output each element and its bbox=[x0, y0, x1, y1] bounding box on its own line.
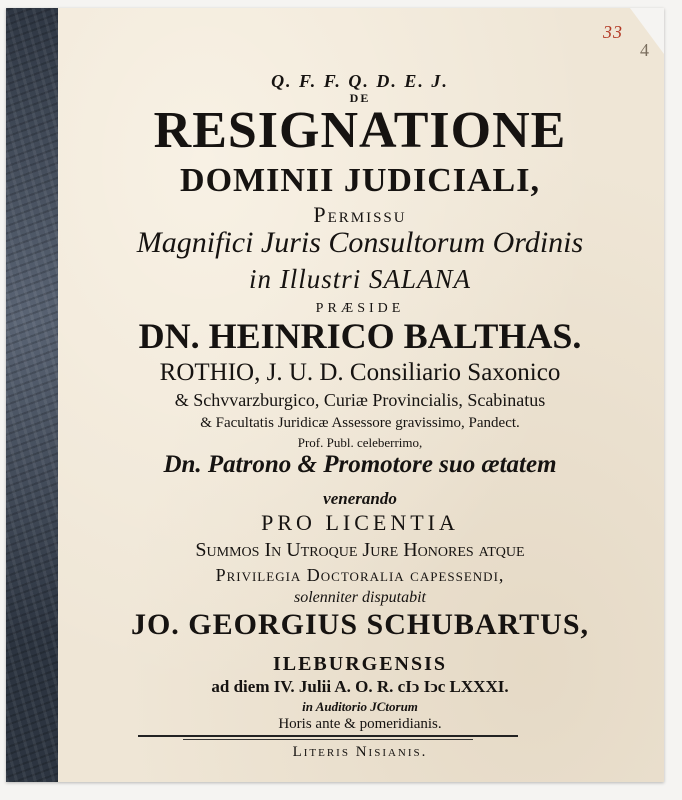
printer-line: Literis Nisianis. bbox=[292, 744, 428, 760]
praeses-name: DN. HEINRICO BALTHAS. bbox=[138, 316, 582, 356]
praeses-title-3: & Facultatis Juridicæ Assessore gravissimo, Pandect. bbox=[200, 415, 520, 431]
permissu-line: Permissu bbox=[313, 202, 407, 227]
venerando-line: venerando bbox=[323, 489, 397, 508]
title-resignatione: RESIGNATIONE bbox=[153, 102, 567, 159]
praeses-title-4: Prof. Publ. celeberrimo, bbox=[297, 435, 423, 450]
praeses-title-1: ROTHIO, J. U. D. Consiliario Saxonico bbox=[159, 359, 561, 386]
origin-line: ILEBURGENSIS bbox=[272, 653, 448, 675]
salana-line: in Illustri SALANA bbox=[248, 264, 472, 294]
auditorio-line: in Auditorio JCtorum bbox=[302, 699, 418, 714]
privilegia-line: Privilegia Doctoralia capessendi, bbox=[215, 565, 505, 585]
pro-licentia-line: PRO LICENTIA bbox=[261, 510, 459, 535]
marbled-spine bbox=[6, 8, 58, 782]
date-line: ad diem IV. Julii A. O. R. cIↄ Iↄc LXXXI. bbox=[211, 677, 509, 696]
respondent-name: JO. GEORGIUS SCHUBARTUS, bbox=[130, 608, 590, 641]
archive-mark-secondary: 4 bbox=[640, 40, 649, 60]
patrono-line: Dn. Patrono & Promotore suo ætatem bbox=[163, 451, 557, 478]
honores-line: Summos In Utroque Jure Honores atque bbox=[195, 539, 525, 561]
motto-line: Q. F. F. Q. D. E. J. bbox=[271, 71, 449, 91]
printer-rule bbox=[138, 735, 518, 737]
title-dominii: DOMINII JUDICIALI, bbox=[180, 162, 540, 199]
printer-rule-thin bbox=[183, 739, 473, 740]
archive-number: 33 bbox=[603, 22, 623, 42]
praeses-title-2: & Schvvarzburgico, Curiæ Provincialis, Scabinatus bbox=[174, 390, 546, 410]
faculty-line: Magnifici Juris Consultorum Ordinis bbox=[136, 226, 584, 259]
disputabit-line: solenniter disputabit bbox=[294, 589, 426, 606]
title-page bbox=[60, 0, 660, 780]
de-line: DE bbox=[349, 91, 371, 105]
hours-line: Horis ante & pomeridianis. bbox=[278, 716, 442, 732]
praeside-line: PRÆSIDE bbox=[315, 301, 405, 316]
